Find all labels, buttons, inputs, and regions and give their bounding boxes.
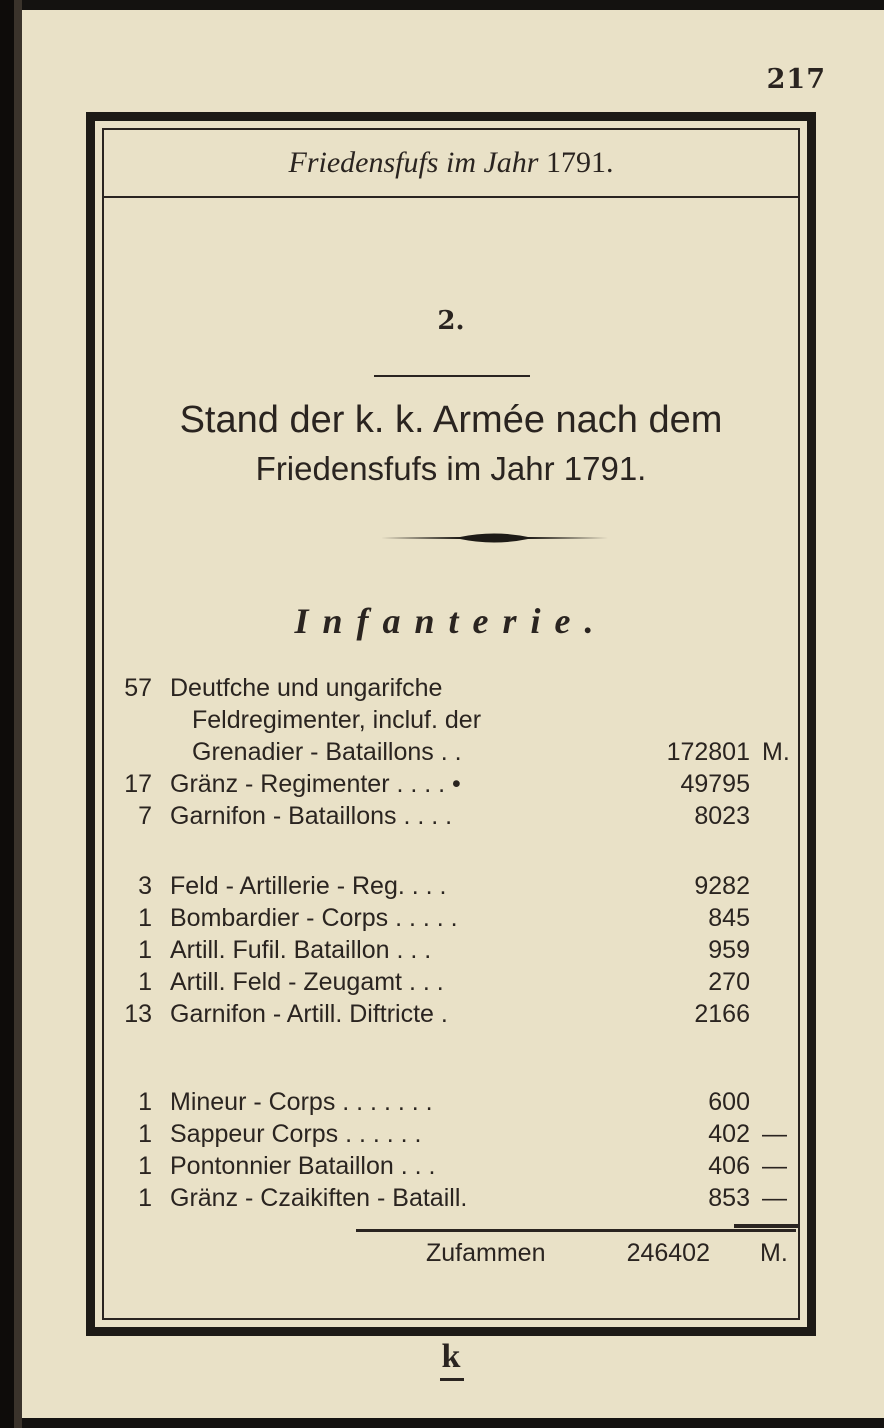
table-row: [110, 870, 800, 902]
running-head: [104, 146, 798, 180]
row-label: Bombardier - Corps . . . . .: [170, 904, 458, 932]
row-value: 172801: [666, 738, 750, 766]
signature-underline: [440, 1378, 464, 1381]
row-unit: —: [762, 1184, 787, 1212]
row-label-line: Grenadier - Bataillons . .: [192, 738, 462, 766]
row-value: 406: [708, 1152, 750, 1180]
row-count: 1: [138, 904, 152, 932]
table-row: [110, 966, 800, 998]
table-row: [110, 934, 800, 966]
row-count: 1: [138, 968, 152, 996]
row-label: Garnifon - Artill. Diftricte .: [170, 1000, 448, 1028]
sum-rule: [356, 1229, 796, 1232]
table-row-continuation: [110, 704, 800, 736]
header-rule: [104, 196, 798, 198]
row-count: 1: [138, 936, 152, 964]
total-row: [104, 1237, 794, 1269]
row-unit: —: [762, 1120, 787, 1148]
row-unit: —: [762, 1152, 787, 1180]
row-count: 3: [138, 872, 152, 900]
row-label: Artill. Fufil. Bataillon . . .: [170, 936, 432, 964]
section-heading: Infanterie.: [294, 601, 608, 641]
row-count: 7: [138, 802, 152, 830]
title-rule: [374, 375, 530, 377]
row-label: Gränz - Regimenter . . . . •: [170, 770, 461, 798]
running-head-text: Friedensfufs im Jahr: [288, 146, 539, 179]
row-unit: M.: [762, 738, 790, 766]
signature-mark: k: [441, 1338, 461, 1375]
table-row: [110, 1086, 800, 1118]
row-count: 1: [138, 1088, 152, 1116]
section-number: 2.: [437, 306, 465, 336]
table-row: [110, 672, 800, 704]
row-count: 17: [124, 770, 152, 798]
total-label: Zufammen: [426, 1239, 546, 1267]
row-value: 9282: [694, 872, 750, 900]
row-label: Feld - Artillerie - Reg. . . .: [170, 872, 447, 900]
table-row: [110, 1118, 800, 1150]
row-value: 49795: [680, 770, 750, 798]
running-head-year: 1791.: [545, 146, 614, 179]
row-value: 959: [708, 936, 750, 964]
row-count: 13: [124, 1000, 152, 1028]
row-label: Garnifon - Bataillons . . . .: [170, 802, 453, 830]
table-row: [110, 1182, 800, 1214]
table-row: [110, 1150, 800, 1182]
row-count: 1: [138, 1120, 152, 1148]
table-row: [110, 902, 800, 934]
page-number: 217: [766, 64, 826, 95]
row-label: Sappeur Corps . . . . . .: [170, 1120, 422, 1148]
total-value: 246402: [626, 1239, 710, 1267]
row-count: 1: [138, 1184, 152, 1212]
row-value: 845: [708, 904, 750, 932]
row-value: 270: [708, 968, 750, 996]
total-unit: M.: [760, 1239, 788, 1267]
row-value: 600: [708, 1088, 750, 1116]
ornament-rule-icon: [380, 530, 608, 546]
row-value: 853: [708, 1184, 750, 1212]
row-count: 1: [138, 1152, 152, 1180]
row-label: Pontonnier Bataillon . . .: [170, 1152, 436, 1180]
row-label-line: Feldregimenter, incluf. der: [192, 706, 482, 734]
row-label: Artill. Feld - Zeugamt . . .: [170, 968, 444, 996]
row-value: 402: [708, 1120, 750, 1148]
row-label: Mineur - Corps . . . . . . .: [170, 1088, 433, 1116]
row-label-line: Deutfche und ungarifche: [170, 674, 443, 702]
row-value: 2166: [694, 1000, 750, 1028]
row-value: 8023: [694, 802, 750, 830]
table-row: [110, 800, 800, 832]
row-count: 57: [124, 674, 152, 702]
table-row-continuation: [110, 736, 800, 768]
sum-rule-end: [734, 1224, 800, 1228]
page-title: Stand der k. k. Armée nach dem: [179, 399, 723, 441]
page-subtitle: Friedensfufs im Jahr 1791.: [255, 450, 647, 487]
page-gutter: [0, 0, 22, 1428]
row-label: Gränz - Czaikiften - Bataill.: [170, 1184, 468, 1212]
table-row: [110, 768, 800, 800]
table-row: [110, 998, 800, 1030]
